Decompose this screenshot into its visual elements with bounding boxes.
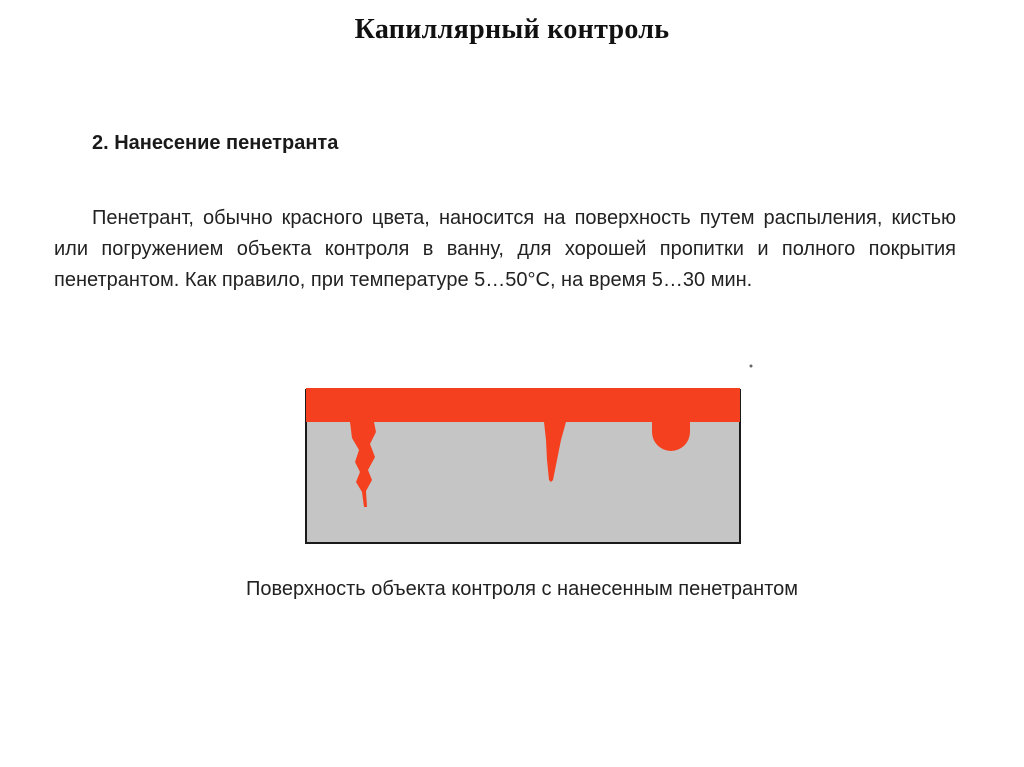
slide-title: Капиллярный контроль — [354, 14, 670, 45]
body-paragraph: Пенетрант, обычно красного цвета, наносится на поверхность путем распыления, кистью или погружением объекта контроля в ванну, для хорошей пропитки и полного покрытия пенетрантом. Как правило, при температуре 5…50°С, на время 5…30 мин. — [54, 207, 956, 291]
corner-dot — [750, 365, 753, 368]
section-heading: 2. Нанесение пенетранта — [92, 132, 339, 154]
penetrant-diagram — [296, 360, 758, 556]
penetrant-layer — [306, 388, 740, 422]
figure-caption: Поверхность объекта контроля с нанесенным пенетрантом — [245, 578, 799, 600]
